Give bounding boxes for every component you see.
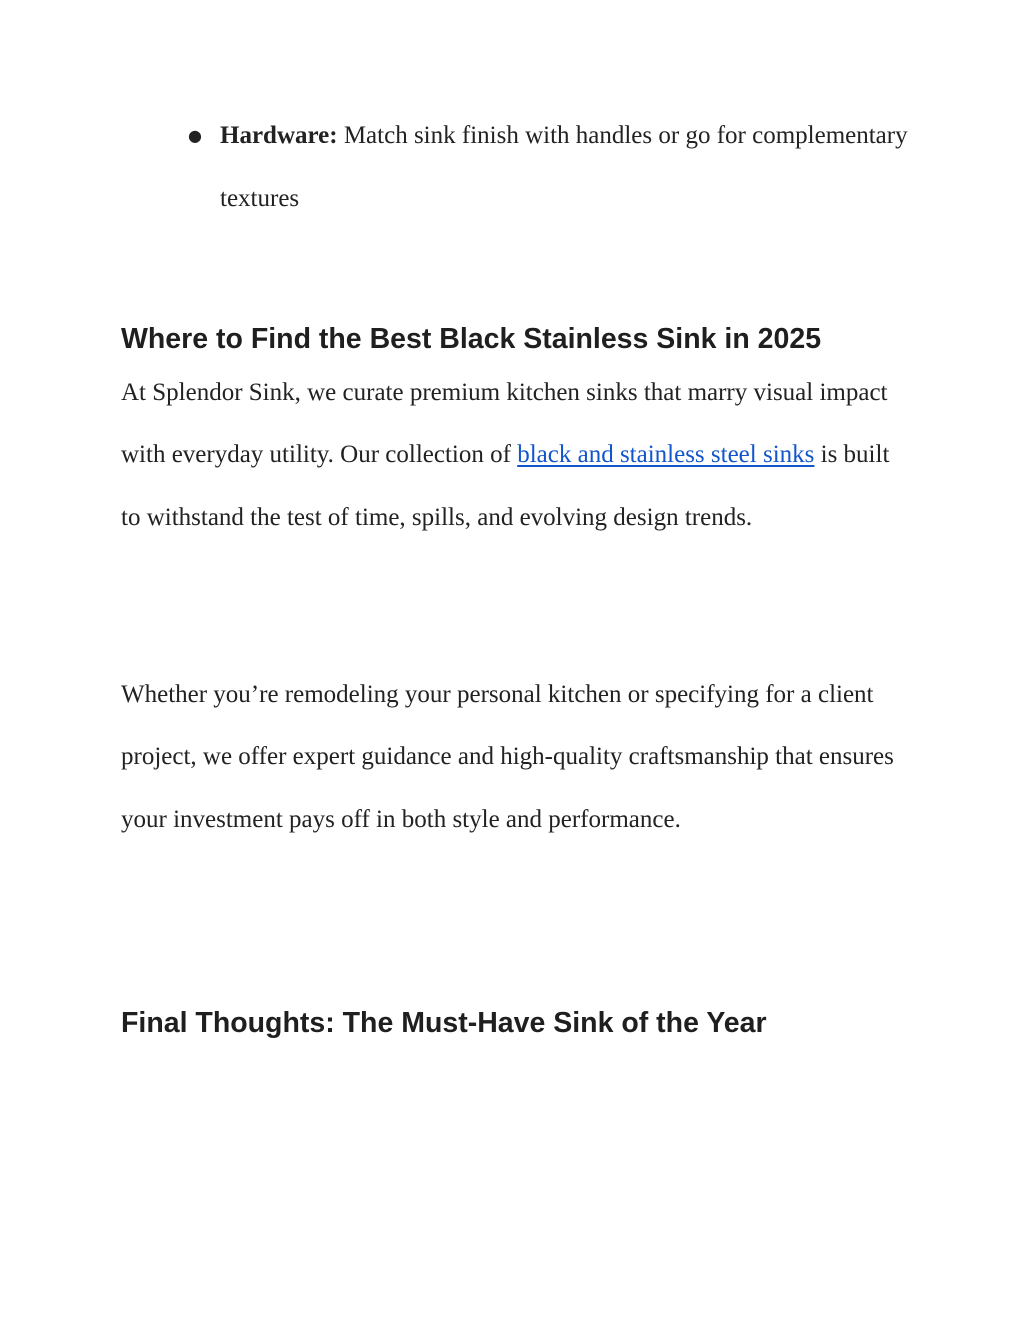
bullet-list (188, 104, 908, 230)
paragraph-text-before-link: At Splendor Sink, we curate premium kitchen sinks that marry visual impact with everyday utility. Our collection of (121, 379, 888, 469)
paragraph-text-after-link: is built to withstand the test of time, spills, and evolving design trends. (121, 441, 890, 531)
section-heading-final-thoughts: Final Thoughts: The Must-Have Sink of the Year (121, 1007, 767, 1039)
bullet-label: Hardware: (220, 122, 338, 149)
paragraph-splendor-sink (121, 362, 911, 549)
black-stainless-sinks-link[interactable]: black and stainless steel sinks (517, 441, 815, 469)
bullet-text: Match sink finish with handles or go for complementary textures (220, 122, 908, 212)
section-heading-where-to-find: Where to Find the Best Black Stainless Sink in 2025 (121, 323, 822, 355)
paragraph-remodeling: Whether you’re remodeling your personal kitchen or specifying for a client project, we offer expert guidance and high-quality craftsmanship that ensures your investment pays off in both style and performance. (121, 681, 894, 833)
list-item (188, 104, 908, 230)
bullet-dot-icon: ● (188, 126, 202, 145)
